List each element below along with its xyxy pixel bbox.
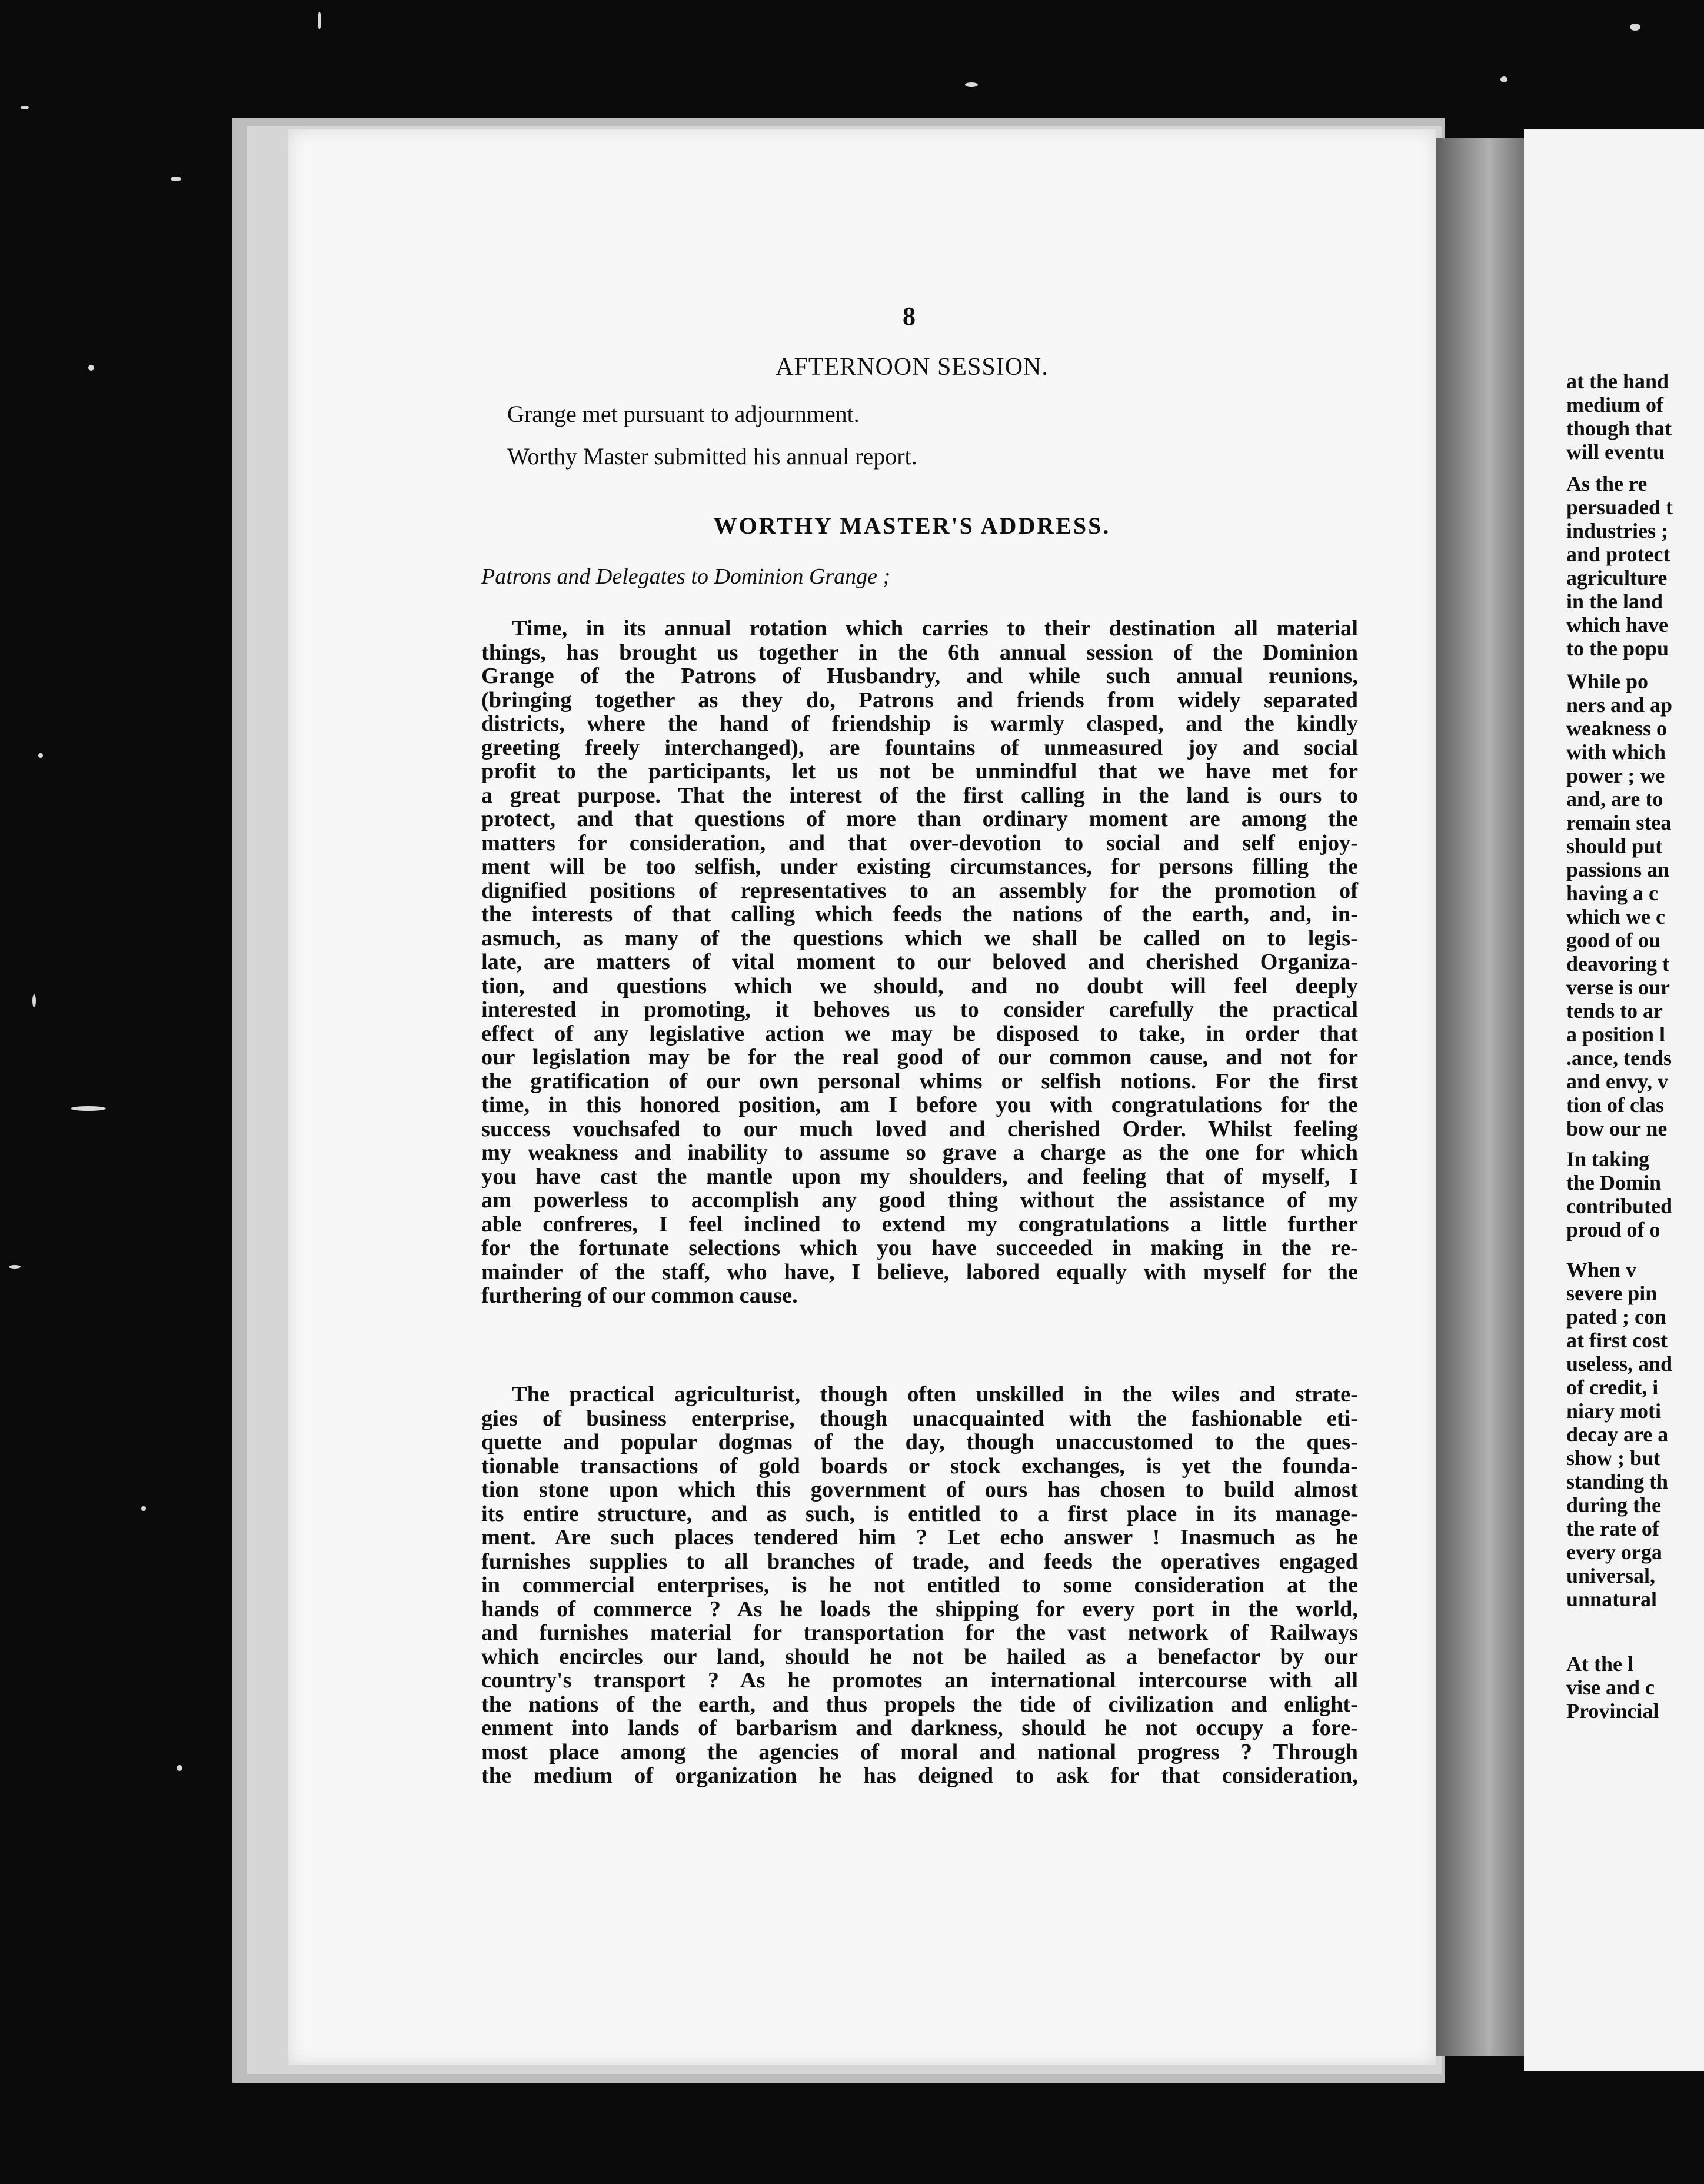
text-line: able confreres, I feel inclined to extend my congratulations a little further bbox=[481, 1211, 1358, 1237]
facing-text-line: medium of bbox=[1566, 393, 1663, 417]
facing-text-line: decay are a bbox=[1566, 1423, 1669, 1446]
facing-text-line: Provincial bbox=[1566, 1699, 1659, 1723]
facing-text-line: contributed bbox=[1566, 1194, 1672, 1218]
facing-text-block bbox=[1566, 472, 1673, 660]
text-line: am powerless to accomplish any good thing without the assistance of my bbox=[481, 1188, 1358, 1213]
text-line: things, has brought us together in the 6th annual session of the Dominion bbox=[481, 640, 1358, 665]
facing-text-line: every orga bbox=[1566, 1540, 1662, 1564]
book-gutter bbox=[1433, 138, 1527, 2056]
facing-text-line: show ; but bbox=[1566, 1446, 1661, 1470]
facing-text-line: When v bbox=[1566, 1258, 1637, 1281]
facing-text-line: universal, bbox=[1566, 1564, 1656, 1587]
facing-text-line: of credit, i bbox=[1566, 1376, 1659, 1399]
facing-text-line: power ; we bbox=[1566, 764, 1665, 787]
salutation: Patrons and Delegates to Dominion Grange ; bbox=[481, 564, 891, 589]
facing-text-line: a position l bbox=[1566, 1023, 1666, 1046]
text-line: greeting freely interchanged), are fountains of unmeasured joy and social bbox=[481, 735, 1358, 760]
text-line: success vouchsafed to our much loved and cherished Order. Whilst feeling bbox=[481, 1116, 1358, 1141]
facing-text-line: standing th bbox=[1566, 1470, 1669, 1493]
minute-line: Grange met pursuant to adjournment. bbox=[507, 401, 860, 427]
facing-text-block bbox=[1566, 1258, 1672, 1611]
text-line: dignified positions of representatives to an assembly for the promotion of bbox=[481, 878, 1358, 903]
facing-text-line: unnatural bbox=[1566, 1587, 1658, 1611]
text-line: you have cast the mantle upon my shoulders, and feeling that of myself, I bbox=[481, 1164, 1358, 1189]
text-line: (bringing together as they do, Patrons and friends from widely separated bbox=[481, 687, 1358, 713]
text-line: most place among the agencies of moral and national progress ? Through bbox=[481, 1739, 1358, 1764]
facing-text-line: tends to ar bbox=[1566, 999, 1663, 1023]
text-line: time, in this honored position, am I before you with congratulations for the bbox=[481, 1093, 1358, 1117]
facing-text-line: weakness o bbox=[1566, 717, 1668, 740]
facing-text-line: during the bbox=[1566, 1493, 1662, 1517]
facing-text-line: industries ; bbox=[1566, 519, 1669, 542]
text-line: a great purpose. That the interest of the first calling in the land is ours to bbox=[481, 783, 1358, 808]
facing-text-line: tion of clas bbox=[1566, 1093, 1664, 1117]
text-line: the gratification of our own personal whims or selfish notions. For the first bbox=[481, 1068, 1358, 1094]
page-number: 8 bbox=[903, 302, 916, 331]
facing-text-line: .ance, tends bbox=[1566, 1046, 1672, 1070]
text-line: matters for consideration, and that over-devotion to social and self enjoy- bbox=[481, 830, 1358, 855]
facing-text-block bbox=[1566, 670, 1672, 1140]
facing-text-line: in the land bbox=[1566, 590, 1663, 613]
address-title: WORTHY MASTER'S ADDRESS. bbox=[713, 512, 1111, 539]
facing-text-line: with which bbox=[1566, 740, 1666, 764]
session-heading: AFTERNOON SESSION. bbox=[776, 354, 1049, 381]
facing-text-block bbox=[1566, 369, 1672, 464]
facing-text-line: While po bbox=[1566, 670, 1649, 693]
facing-text-block bbox=[1566, 1652, 1659, 1723]
facing-text-line: bow our ne bbox=[1566, 1117, 1668, 1140]
text-line: hands of commerce ? As he loads the shipping for every port in the world, bbox=[481, 1596, 1358, 1622]
text-line: enment into lands of barbarism and darkness, should he not occupy a fore- bbox=[481, 1716, 1358, 1740]
text-line: districts, where the hand of friendship is warmly clasped, and the kindly bbox=[481, 711, 1358, 736]
facing-text-block bbox=[1566, 1147, 1672, 1241]
text-line: late, are matters of vital moment to our beloved and cherished Organiza- bbox=[481, 950, 1358, 974]
facing-text-line: passions an bbox=[1566, 858, 1670, 881]
text-line: Grange of the Patrons of Husbandry, and while such annual reunions, bbox=[481, 664, 1358, 688]
facing-text-line: though that bbox=[1566, 417, 1672, 440]
text-line: ment. Are such places tendered him ? Let echo answer ! Inasmuch as he bbox=[481, 1525, 1358, 1550]
text-line: furnishes supplies to all branches of trade, and feeds the operatives engaged bbox=[481, 1549, 1358, 1574]
text-line: quette and popular dogmas of the day, though unaccustomed to the ques- bbox=[481, 1430, 1358, 1454]
text-line: Time, in its annual rotation which carries to their destination all material bbox=[512, 616, 1358, 641]
facing-text-line: useless, and bbox=[1566, 1352, 1673, 1376]
text-line: the nations of the earth, and thus propels the tide of civilization and enlight- bbox=[481, 1692, 1358, 1717]
text-line: interested in promoting, it behoves us to consider carefully the practical bbox=[481, 997, 1358, 1022]
text-line: for the fortunate selections which you have succeeded in making in the re- bbox=[481, 1236, 1358, 1260]
text-line: which encircles our land, should he not be hailed as a benefactor by our bbox=[481, 1644, 1358, 1669]
facing-text-line: niary moti bbox=[1566, 1399, 1661, 1423]
facing-text-line: and, are to bbox=[1566, 787, 1663, 811]
facing-text-line: deavoring t bbox=[1566, 952, 1669, 976]
text-line: The practical agriculturist, though often unskilled in the wiles and strate- bbox=[512, 1382, 1358, 1407]
text-line: country's transport ? As he promotes an international intercourse with all bbox=[481, 1668, 1358, 1693]
facing-text-line: will eventu bbox=[1566, 440, 1665, 464]
text-line: mainder of the staff, who have, I believe, labored equally with myself for the bbox=[481, 1259, 1358, 1284]
facing-text-line: which we c bbox=[1566, 905, 1665, 928]
facing-text-line: should put bbox=[1566, 834, 1663, 858]
text-line: its entire structure, and as such, is entitled to a first place in its manage- bbox=[481, 1501, 1358, 1526]
facing-text-line: to the popu bbox=[1566, 637, 1669, 660]
facing-text-line: pated ; con bbox=[1566, 1305, 1666, 1329]
facing-text-line: which have bbox=[1566, 613, 1669, 637]
text-line: and furnishes material for transportation for the vast network of Railways bbox=[481, 1620, 1358, 1645]
text-line: asmuch, as many of the questions which we shall be called on to legis- bbox=[481, 925, 1358, 951]
facing-text-line: good of ou bbox=[1566, 928, 1661, 952]
facing-text-line: the rate of bbox=[1566, 1517, 1659, 1540]
text-line: tionable transactions of gold boards or stock exchanges, is yet the founda- bbox=[481, 1453, 1358, 1479]
facing-text-line: proud of o bbox=[1566, 1218, 1660, 1241]
text-line: tion, and questions which we should, and no doubt will feel deeply bbox=[481, 973, 1358, 998]
text-line: effect of any legislative action we may be disposed to take, in order that bbox=[481, 1021, 1358, 1046]
facing-text-line: persuaded t bbox=[1566, 495, 1673, 519]
text-line: profit to the participants, let us not be unmindful that we have met for bbox=[481, 759, 1358, 784]
facing-text-line: ners and ap bbox=[1566, 693, 1673, 717]
facing-text-line: having a c bbox=[1566, 881, 1659, 905]
facing-text-line: vise and c bbox=[1566, 1676, 1655, 1699]
facing-text-line: severe pin bbox=[1566, 1281, 1658, 1305]
facing-text-line: the Domin bbox=[1566, 1171, 1661, 1194]
address-paragraph-1 bbox=[481, 617, 1358, 1308]
text-line: protect, and that questions of more than ordinary moment are among the bbox=[481, 807, 1358, 831]
text-line: our legislation may be for the real good of our common cause, and not for bbox=[481, 1045, 1358, 1070]
facing-text-line: In taking bbox=[1566, 1147, 1650, 1171]
text-line: furthering of our common cause. bbox=[481, 1283, 798, 1308]
text-line: ment will be too selfish, under existing circumstances, for persons filling the bbox=[481, 854, 1358, 879]
text-line: tion stone upon which this government of ours has chosen to build almost bbox=[481, 1477, 1358, 1502]
facing-text-line: at the hand bbox=[1566, 369, 1669, 393]
facing-text-line: and protect bbox=[1566, 542, 1670, 566]
facing-text-line: At the l bbox=[1566, 1652, 1633, 1676]
facing-text-line: and envy, v bbox=[1566, 1070, 1669, 1093]
facing-text-line: remain stea bbox=[1566, 811, 1672, 834]
address-paragraph-2 bbox=[481, 1383, 1358, 1788]
text-line: gies of business enterprise, though unacquainted with the fashionable eti- bbox=[481, 1406, 1358, 1431]
facing-text-line: agriculture bbox=[1566, 566, 1668, 590]
text-line: in commercial enterprises, is he not entitled to some consideration at the bbox=[481, 1573, 1358, 1597]
minute-line: Worthy Master submitted his annual report. bbox=[507, 443, 917, 470]
text-line: the interests of that calling which feeds the nations of the earth, and, in- bbox=[481, 902, 1358, 927]
text-line: my weakness and inability to assume so grave a charge as the one for which bbox=[481, 1140, 1358, 1165]
facing-text-line: As the re bbox=[1566, 472, 1648, 495]
text-line: the medium of organization he has deigned to ask for that consideration, bbox=[481, 1763, 1358, 1788]
facing-text-line: verse is our bbox=[1566, 976, 1670, 999]
facing-text-line: at first cost bbox=[1566, 1329, 1668, 1352]
